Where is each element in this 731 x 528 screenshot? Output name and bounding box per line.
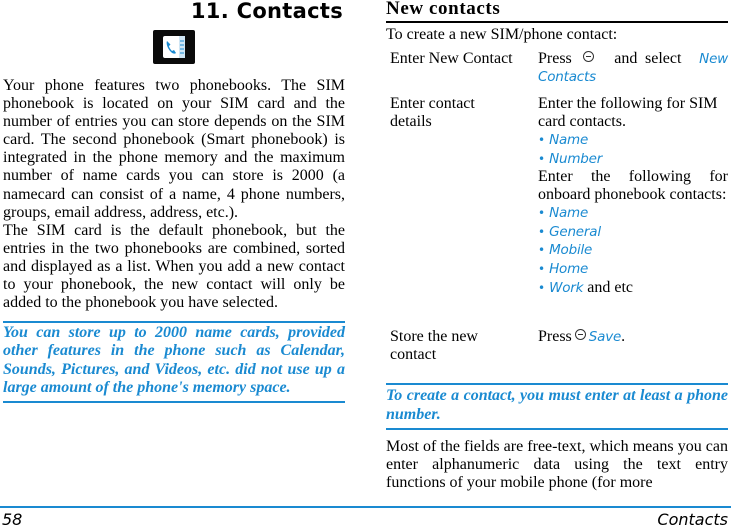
default-phonebook-paragraph: The SIM card is the default phonebook, but the entries in the two phonebooks are combined, sorted and displayed as a list. When you add a new contact to your phonebook, the new contact will only be added to the phonebook you have selected.	[3, 221, 345, 312]
memory-note-text: You can store up to 2000 name cards, provided other features in the phone such as Calendar, Sounds, Pictures, and Videos, etc. did not use up a large amount of the phone's memory space.	[3, 324, 345, 396]
phone-number-note-text: To create a contact, you must enter at least a phone number.	[386, 387, 728, 423]
right-column	[386, 0, 728, 493]
list-item: • Name	[538, 205, 589, 222]
and-etc-text: and etc	[587, 278, 634, 296]
bullet-icon: •	[538, 133, 546, 147]
list-item: • Home	[538, 260, 589, 277]
icon-container	[3, 30, 345, 64]
ok-key-icon	[575, 329, 586, 340]
list-item: • Name	[538, 132, 589, 148]
step-body: Press Save.	[538, 328, 626, 345]
list-item: • Number	[538, 150, 603, 167]
step-row-enter-details	[386, 95, 728, 328]
step-row-store-contact	[386, 328, 728, 372]
ok-key-icon	[583, 51, 594, 62]
free-text-paragraph: Most of the fields are free-text, which means you can enter alphanumeric data using the text entry functions of your mobile phone (for more	[386, 438, 728, 492]
steps-table	[386, 50, 728, 372]
sim-instruction: Enter the following for SIM card contacts.	[538, 95, 718, 130]
onboard-fields-list	[538, 204, 728, 297]
list-item: • Work and etc	[538, 278, 634, 296]
step-label: Enter New Contact	[390, 50, 513, 67]
section-title: New contacts	[386, 0, 728, 23]
footer-section-name: Contacts	[657, 510, 728, 528]
bullet-icon: •	[538, 243, 546, 258]
memory-note	[3, 321, 345, 403]
and-select-text: and select	[614, 50, 682, 67]
step-body	[538, 50, 728, 95]
bullet-icon: •	[538, 280, 546, 295]
intro-paragraph: Your phone features two phonebooks. The SIM phonebook is located on your SIM card and the number of entries you can store depends on the SIM card. The second phonebook (Smart phonebook) is integrated in the phone memory and the maximum number of name cards you can store is 2000 (a namecard can consist of a name, 4 phone numbers, groups, email address, address, etc.).	[3, 77, 345, 221]
step-label: Enter contact details	[390, 95, 475, 130]
bullet-icon: •	[538, 151, 546, 166]
press-text: Press	[538, 328, 572, 345]
phone-number-note	[386, 383, 728, 430]
left-column	[3, 0, 345, 403]
step-label: Store the new contact	[390, 328, 478, 363]
phonebook-icon	[153, 30, 195, 64]
step-row-enter-new-contact	[386, 50, 728, 95]
bullet-icon: •	[538, 206, 546, 221]
chapter-title: 11. Contacts	[190, 0, 343, 23]
sim-fields-list	[538, 131, 728, 168]
list-item: • General	[538, 223, 601, 240]
onboard-instruction: Enter the following for onboard phonebook contacts:	[538, 168, 728, 204]
page-number: 58	[2, 510, 23, 528]
new-contacts-keyword: New Contacts	[538, 51, 729, 85]
bullet-icon: •	[538, 224, 546, 239]
list-item: • Mobile	[538, 242, 593, 259]
save-keyword: Save	[588, 329, 622, 345]
bullet-icon: •	[538, 261, 546, 276]
section-intro: To create a new SIM/phone contact:	[386, 26, 618, 43]
step-body	[538, 95, 728, 328]
page-footer	[0, 506, 731, 528]
press-text: Press	[538, 50, 572, 67]
